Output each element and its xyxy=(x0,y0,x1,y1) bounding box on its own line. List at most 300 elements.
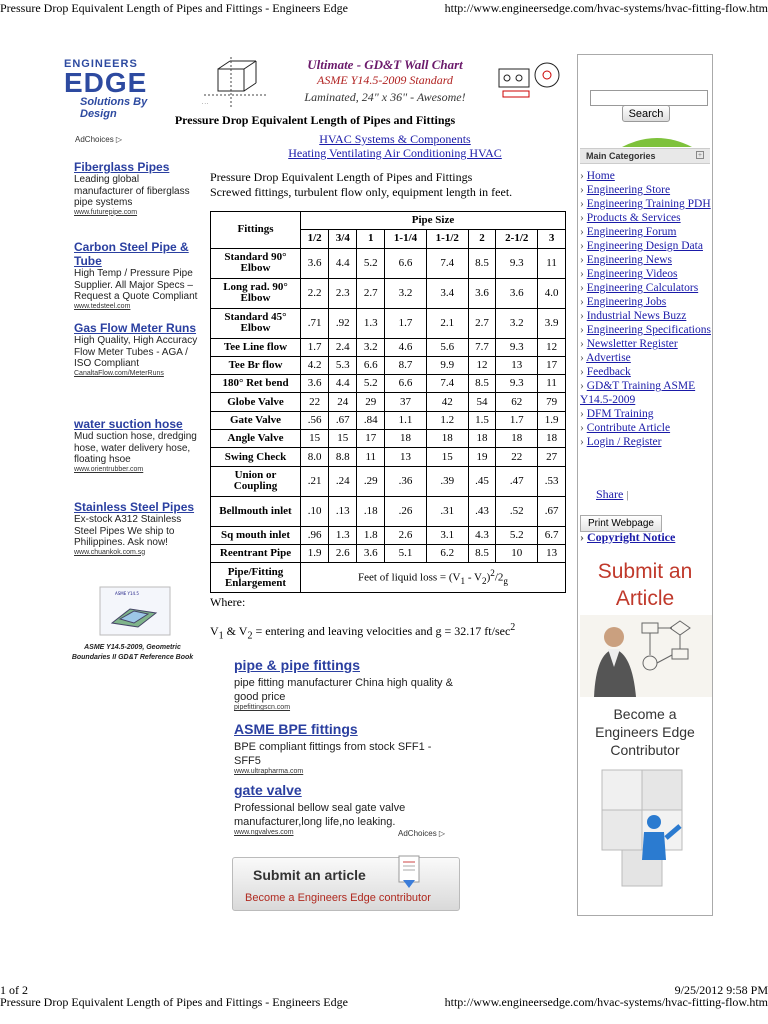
table-cell: .10 xyxy=(301,496,329,526)
table-cell: .29 xyxy=(357,466,385,496)
table-cell: 22 xyxy=(496,448,538,466)
table-cell: .84 xyxy=(357,411,385,429)
fitting-name: Standard 45° Elbow xyxy=(211,308,301,338)
fitting-name: Globe Valve xyxy=(211,393,301,411)
table-cell: .71 xyxy=(301,308,329,338)
ad-title-link[interactable]: Carbon Steel Pipe & Tube xyxy=(74,240,189,268)
adchoices-bottom-icon: ▷ xyxy=(438,829,446,838)
category-link[interactable]: Industrial News Buzz xyxy=(586,310,687,322)
table-cell: 18 xyxy=(496,430,538,448)
engineers-edge-logo[interactable] xyxy=(64,58,184,120)
category-link[interactable]: Engineering Training PDH xyxy=(586,198,711,210)
table-cell: 3.2 xyxy=(496,308,538,338)
table-cell: .13 xyxy=(329,496,357,526)
share-link[interactable]: Share xyxy=(596,487,624,501)
category-item[interactable] xyxy=(580,421,712,435)
category-link[interactable]: Contribute Article xyxy=(586,422,671,434)
submit-article-sub: Become a Engineers Edge contributor xyxy=(245,892,431,904)
table-cell: 2.3 xyxy=(329,278,357,308)
become-line2: Engineers Edge xyxy=(595,724,695,740)
table-cell: 4.4 xyxy=(329,375,357,393)
pipe-size-header: 1 xyxy=(357,230,385,248)
fitting-name: Bellmouth inlet xyxy=(211,496,301,526)
category-item[interactable] xyxy=(580,169,712,183)
table-cell: 1.7 xyxy=(301,338,329,356)
book-caption2: Boundaries II GD&T Reference Book xyxy=(71,654,194,661)
table-cell: 2.4 xyxy=(329,338,357,356)
table-cell: 6.6 xyxy=(385,375,427,393)
table-cell: 3.6 xyxy=(301,375,329,393)
table-cell: .18 xyxy=(357,496,385,526)
ad-title-link[interactable]: Fiberglass Pipes xyxy=(74,160,170,174)
adchoices-text: AdChoices xyxy=(75,135,114,144)
category-link[interactable]: Engineering Store xyxy=(586,184,671,196)
table-cell: 1.8 xyxy=(357,526,385,544)
footer-page: 1 of 2 xyxy=(0,983,28,997)
table-cell: 5.2 xyxy=(357,248,385,278)
logo-line1: ENGINEERS xyxy=(64,58,138,70)
table-cell: .67 xyxy=(538,496,566,526)
table-cell: 11 xyxy=(357,448,385,466)
green-arc-icon xyxy=(622,135,692,147)
category-link[interactable]: Engineering Videos xyxy=(586,268,678,280)
ad-body: Mud suction hose, dredging hose, water delivery hose, floating hsoe xyxy=(74,431,197,465)
table-cell: 62 xyxy=(496,393,538,411)
ad-url[interactable]: www.ngvalves.com xyxy=(234,829,294,836)
ad-title-link[interactable]: ASME BPE fittings xyxy=(234,721,358,737)
ad-body: pipe fitting manufacturer China high quality & good price xyxy=(234,677,453,703)
ad-item[interactable] xyxy=(234,782,454,836)
table-cell: .39 xyxy=(426,466,468,496)
table-cell: .53 xyxy=(538,466,566,496)
chevron-icon: › xyxy=(580,352,587,364)
fitting-name: Sq mouth inlet xyxy=(211,526,301,544)
ad-title-link[interactable]: water suction hose xyxy=(74,417,183,431)
category-item[interactable] xyxy=(580,309,712,323)
table-cell: 9.3 xyxy=(496,375,538,393)
category-link[interactable]: Engineering News xyxy=(586,254,672,266)
category-item[interactable] xyxy=(580,337,712,351)
gdt-banner-ad[interactable] xyxy=(195,55,570,110)
fitting-name: Angle Valve xyxy=(211,430,301,448)
category-item[interactable] xyxy=(580,435,712,449)
table-row xyxy=(211,308,566,338)
table-cell: 9.3 xyxy=(496,248,538,278)
category-item[interactable] xyxy=(580,281,712,295)
table-cell: 5.1 xyxy=(385,544,427,562)
table-cell: .21 xyxy=(301,466,329,496)
gdt-book-ad[interactable] xyxy=(60,583,205,663)
chevron-icon: › xyxy=(580,212,587,224)
footer-datetime: 9/25/2012 9:58 PM xyxy=(674,983,768,997)
print-webpage-button[interactable]: Print Webpage xyxy=(580,515,662,532)
pipe-size-header: 1-1/2 xyxy=(426,230,468,248)
table-cell: 54 xyxy=(468,393,496,411)
banner-line1: Ultimate - GD&T Wall Chart xyxy=(307,57,463,72)
category-item[interactable] xyxy=(580,351,712,365)
pipe-size-header: 1-1/4 xyxy=(385,230,427,248)
table-cell: 37 xyxy=(385,393,427,411)
table-cell: 79 xyxy=(538,393,566,411)
table-cell: 1.3 xyxy=(357,308,385,338)
hvac-systems-link[interactable]: HVAC Systems & Components xyxy=(319,132,471,146)
logo-tagline: Solutions By Design xyxy=(80,96,148,120)
ad-body: Professional bellow seal gate valve manufacturer,long life,no leaking. xyxy=(234,802,406,828)
category-link[interactable]: Engineering Design Data xyxy=(586,240,703,252)
fitting-name: 180° Ret bend xyxy=(211,375,301,393)
category-item[interactable] xyxy=(580,253,712,267)
table-cell: 4.0 xyxy=(538,278,566,308)
table-cell: 18 xyxy=(468,430,496,448)
become-line3: Contributor xyxy=(610,742,680,758)
search-button[interactable]: Search xyxy=(622,105,670,122)
table-cell: 3.6 xyxy=(301,248,329,278)
category-link[interactable]: GD&T Training ASME Y14.5-2009 xyxy=(580,380,696,406)
where-label: Where: xyxy=(210,595,246,609)
ad-body: High Quality, High Accuracy Flow Meter Tubes - AGA / ISO Compliant xyxy=(74,335,198,369)
table-cell: .26 xyxy=(385,496,427,526)
search-input[interactable] xyxy=(590,90,708,106)
table-row xyxy=(211,356,566,374)
table-cell: 8.5 xyxy=(468,248,496,278)
table-cell: 17 xyxy=(357,430,385,448)
table-cell: 11 xyxy=(538,248,566,278)
table-cell: .52 xyxy=(496,496,538,526)
category-item[interactable] xyxy=(580,323,712,337)
category-link[interactable]: DFM Training xyxy=(586,408,654,420)
category-item[interactable] xyxy=(580,365,712,379)
puzzle-person-icon xyxy=(592,760,702,890)
category-links xyxy=(580,169,712,449)
chevron-icon: › xyxy=(580,184,587,196)
ad-title-link[interactable]: Stainless Steel Pipes xyxy=(74,500,195,514)
ad-url[interactable]: www.futurepipe.com xyxy=(74,208,138,216)
category-link[interactable]: Engineering Forum xyxy=(586,226,677,238)
table-cell: 18 xyxy=(538,430,566,448)
gdt-drawing-icon xyxy=(200,55,270,110)
fitting-name: Tee Br flow xyxy=(211,356,301,374)
table-cell: 7.4 xyxy=(426,248,468,278)
banner-line2: ASME Y14.5-2009 Standard xyxy=(317,73,453,87)
table-cell: 12 xyxy=(538,338,566,356)
table-cell: 4.2 xyxy=(301,356,329,374)
pipe-size-header: 3 xyxy=(538,230,566,248)
category-link[interactable]: Login / Register xyxy=(586,436,662,448)
table-cell: 3.2 xyxy=(357,338,385,356)
table-cell: 1.5 xyxy=(468,411,496,429)
table-cell: 5.2 xyxy=(496,526,538,544)
page-heading: Pressure Drop Equivalent Length of Pipes and Fittings xyxy=(174,113,456,127)
chevron-icon: › xyxy=(580,436,587,448)
table-row xyxy=(211,375,566,393)
table-cell: 3.6 xyxy=(496,278,538,308)
ad-body: High Temp / Pressure Pipe Supplier. All Major Specs – Request a Quote Compliant xyxy=(74,268,198,302)
table-cell: 10 xyxy=(496,544,538,562)
ad-item[interactable] xyxy=(74,500,199,556)
svg-text:ASME Y14.5: ASME Y14.5 xyxy=(115,591,139,596)
category-item[interactable] xyxy=(580,225,712,239)
velocity-note: $V_1$ & $V_2$ = entering and leaving velocities and g = 32.17 $ft/\sec^2$ xyxy=(210,622,516,642)
copyright-link[interactable]: Copyright Notice xyxy=(587,530,676,544)
ad-body: Ex-stock A312 Stainless Steel Pipes We ship to Philippines. Ask now! xyxy=(74,514,182,548)
adchoices-bottom-text: AdChoices xyxy=(398,829,437,838)
table-cell: 13 xyxy=(538,544,566,562)
ad-url[interactable]: www.ultrapharma.com xyxy=(234,768,304,775)
table-cell: 1.9 xyxy=(301,544,329,562)
submit-side-line1: Submit an xyxy=(597,560,693,583)
table-cell: 8.0 xyxy=(301,448,329,466)
category-link[interactable]: Engineering Jobs xyxy=(586,296,667,308)
print-header-url: http://www.engineersedge.com/hvac-systems/hvac-fitting-flow.htm xyxy=(444,1,768,15)
table-cell: 1.9 xyxy=(538,411,566,429)
chevron-icon: › xyxy=(580,408,587,420)
ad-url[interactable]: www.tedsteel.com xyxy=(74,302,131,310)
table-cell: 15 xyxy=(329,430,357,448)
ad-url[interactable]: www.orientrubber.com xyxy=(74,465,144,473)
fitting-name: Reentrant Pipe xyxy=(211,544,301,562)
table-cell: .36 xyxy=(385,466,427,496)
table-cell: 4.3 xyxy=(468,526,496,544)
table-cell: 3.9 xyxy=(538,308,566,338)
table-cell: 2.2 xyxy=(301,278,329,308)
table-cell: .67 xyxy=(329,411,357,429)
table-cell: 3.1 xyxy=(426,526,468,544)
ad-title-link[interactable]: Gas Flow Meter Runs xyxy=(74,321,197,335)
chevron-icon: › xyxy=(580,380,587,392)
table-cell: 1.1 xyxy=(385,411,427,429)
table-cell: 19 xyxy=(468,448,496,466)
table-cell: 4.4 xyxy=(329,248,357,278)
table-cell: 18 xyxy=(426,430,468,448)
category-item[interactable] xyxy=(580,183,712,197)
category-link[interactable]: Advertise xyxy=(586,352,631,364)
category-link[interactable]: Newsletter Register xyxy=(586,338,678,350)
chevron-icon: › xyxy=(580,240,587,252)
table-cell: 8.5 xyxy=(468,375,496,393)
table-cell: 8.7 xyxy=(385,356,427,374)
category-item[interactable] xyxy=(580,407,712,421)
table-row xyxy=(211,466,566,496)
adchoices-icon: ▷ xyxy=(115,135,123,144)
category-link[interactable]: Feedback xyxy=(586,366,631,378)
col-fittings-header: Fittings xyxy=(211,212,301,249)
table-cell: 12 xyxy=(468,356,496,374)
hvac-heating-link[interactable]: Heating Ventilating Air Conditioning HVAC xyxy=(288,146,502,160)
category-item[interactable] xyxy=(580,239,712,253)
category-link[interactable]: Products & Services xyxy=(586,212,681,224)
table-cell: 2.7 xyxy=(468,308,496,338)
table-cell: 9.9 xyxy=(426,356,468,374)
table-row xyxy=(211,496,566,526)
category-link[interactable]: Engineering Calculators xyxy=(586,282,699,294)
chevron-icon: › xyxy=(580,198,587,210)
pipe-size-header: 2 xyxy=(468,230,496,248)
submit-article-side[interactable] xyxy=(578,558,712,612)
table-cell: 3.6 xyxy=(357,544,385,562)
table-cell: 2.6 xyxy=(385,526,427,544)
table-cell: 5.6 xyxy=(426,338,468,356)
table-cell: .56 xyxy=(301,411,329,429)
table-cell: 18 xyxy=(385,430,427,448)
ad-item[interactable] xyxy=(74,417,199,473)
table-cell: 24 xyxy=(329,393,357,411)
table-cell: 2.1 xyxy=(426,308,468,338)
pipe-size-header: 2-1/2 xyxy=(496,230,538,248)
right-sidebar xyxy=(577,54,713,916)
table-cell: 4.6 xyxy=(385,338,427,356)
ad-body: BPE compliant fittings from stock SFF1 - SFF5 xyxy=(234,741,432,767)
intro-line2: Screwed fittings, turbulent flow only, equipment length in feet. xyxy=(210,184,513,199)
fitting-name: Tee Line flow xyxy=(211,338,301,356)
table-cell: 6.6 xyxy=(357,356,385,374)
footer-url: http://www.engineersedge.com/hvac-systems/hvac-fitting-flow.htm xyxy=(444,995,768,1009)
submit-article-title: Submit an article xyxy=(253,867,366,883)
ad-title-link[interactable]: gate valve xyxy=(234,782,302,798)
category-link[interactable]: Home xyxy=(586,170,615,182)
table-row xyxy=(211,278,566,308)
ad-body: Leading global manufacturer of fiberglass pipe systems xyxy=(74,174,190,208)
table-cell: 2.7 xyxy=(357,278,385,308)
table-cell: .45 xyxy=(468,466,496,496)
category-link[interactable]: Engineering Specifications xyxy=(586,324,711,336)
intro-line1: Pressure Drop Equivalent Length of Pipes and Fittings xyxy=(210,170,473,184)
table-cell: .92 xyxy=(329,308,357,338)
chevron-icon: › xyxy=(580,310,587,322)
ad-item[interactable] xyxy=(234,657,454,711)
logo-line2: EDGE xyxy=(64,67,148,98)
submit-article-banner[interactable] xyxy=(232,857,460,911)
table-cell: 3.6 xyxy=(468,278,496,308)
table-cell: 15 xyxy=(426,448,468,466)
collapse-icon[interactable]: + xyxy=(696,151,704,159)
fitting-name: Gate Valve xyxy=(211,411,301,429)
category-item[interactable] xyxy=(580,197,712,211)
table-cell: .96 xyxy=(301,526,329,544)
chevron-icon: › xyxy=(580,366,587,378)
table-cell: 9.3 xyxy=(496,338,538,356)
category-item[interactable] xyxy=(580,295,712,309)
presenter-flowchart-icon xyxy=(580,615,712,697)
table-cell: 6.7 xyxy=(538,526,566,544)
fitting-name: Union or Coupling xyxy=(211,466,301,496)
fitting-name: Long rad. 90° Elbow xyxy=(211,278,301,308)
table-row xyxy=(211,248,566,278)
document-upload-icon xyxy=(393,854,423,890)
table-cell: 3.2 xyxy=(385,278,427,308)
table-cell: 6.2 xyxy=(426,544,468,562)
ad-url[interactable]: www.chuankok.com.sg xyxy=(74,548,146,556)
table-cell: 27 xyxy=(538,448,566,466)
table-cell: 1.7 xyxy=(385,308,427,338)
table-row xyxy=(211,411,566,429)
category-item[interactable] xyxy=(580,379,712,407)
share-row[interactable] xyxy=(596,487,628,502)
table-cell: 11 xyxy=(538,375,566,393)
ad-title-link[interactable]: pipe & pipe fittings xyxy=(234,657,360,673)
book-caption1: ASME Y14.5-2009, Geometric xyxy=(84,644,181,651)
copyright-row[interactable]: › Copyright Notice xyxy=(580,530,676,544)
chevron-icon: › xyxy=(580,226,587,238)
table-cell: .31 xyxy=(426,496,468,526)
table-cell: 13 xyxy=(385,448,427,466)
table-row-enlargement xyxy=(211,563,566,593)
table-cell: 2.6 xyxy=(329,544,357,562)
chevron-icon: › xyxy=(580,268,587,280)
table-cell: .24 xyxy=(329,466,357,496)
table-cell: 1.2 xyxy=(426,411,468,429)
category-item[interactable] xyxy=(580,267,712,281)
chevron-icon: › xyxy=(580,254,587,266)
table-cell: 13 xyxy=(496,356,538,374)
pipe-size-header: 3/4 xyxy=(329,230,357,248)
banner-line3: Laminated, 24" x 36" - Awesome! xyxy=(304,90,466,104)
chevron-icon: › xyxy=(580,296,587,308)
table-cell: 8.8 xyxy=(329,448,357,466)
ad-url[interactable]: CanaltaFlow.com/MeterRuns xyxy=(74,369,164,377)
category-item[interactable] xyxy=(580,211,712,225)
table-cell: .47 xyxy=(496,466,538,496)
table-cell: 5.3 xyxy=(329,356,357,374)
table-cell: 7.4 xyxy=(426,375,468,393)
svg-text:· · ·: · · · xyxy=(202,101,209,106)
submit-side-line2: Article xyxy=(615,587,675,610)
pipe-size-header: 1/2 xyxy=(301,230,329,248)
table-cell: 1.3 xyxy=(329,526,357,544)
table-cell: 17 xyxy=(538,356,566,374)
table-cell: 7.7 xyxy=(468,338,496,356)
table-row xyxy=(211,338,566,356)
fitting-name: Pipe/Fitting Enlargement xyxy=(211,563,301,593)
share-divider: | xyxy=(626,490,629,501)
table-row xyxy=(211,544,566,562)
table-cell: 6.6 xyxy=(385,248,427,278)
table-row xyxy=(211,430,566,448)
gdt-part-icon xyxy=(495,57,567,107)
table-cell: 5.2 xyxy=(357,375,385,393)
ad-url[interactable]: pipefittingscn.com xyxy=(234,704,291,711)
adchoices-label[interactable] xyxy=(75,135,122,144)
enlargement-formula: Feet of liquid loss = $(V_1 - V_2)^2/2_g$ xyxy=(301,563,566,593)
ad-item[interactable] xyxy=(74,240,199,310)
table-row xyxy=(211,393,566,411)
ad-item[interactable] xyxy=(234,721,454,775)
main-categories-title: Main Categories xyxy=(586,151,656,161)
main-categories-bar xyxy=(580,148,710,164)
chevron-icon: › xyxy=(580,324,587,336)
fitting-name: Standard 90° Elbow xyxy=(211,248,301,278)
table-cell: 29 xyxy=(357,393,385,411)
table-cell: 8.5 xyxy=(468,544,496,562)
table-row xyxy=(211,526,566,544)
table-cell: 42 xyxy=(426,393,468,411)
adchoices-bottom[interactable] xyxy=(398,829,445,838)
table-cell: 3.4 xyxy=(426,278,468,308)
table-cell: .43 xyxy=(468,496,496,526)
chevron-icon: › xyxy=(580,282,587,294)
table-cell: 22 xyxy=(301,393,329,411)
become-contributor[interactable] xyxy=(578,705,712,759)
ad-item[interactable] xyxy=(74,321,199,377)
become-line1: Become a xyxy=(613,706,677,722)
ad-item[interactable] xyxy=(74,160,199,216)
col-pipe-size-header: Pipe Size xyxy=(301,212,566,230)
footer-title: Pressure Drop Equivalent Length of Pipes and Fittings - Engineers Edge xyxy=(0,995,348,1009)
table-cell: 15 xyxy=(301,430,329,448)
chevron-icon: › xyxy=(580,422,587,434)
book-diagram-icon xyxy=(60,583,205,638)
table-row xyxy=(211,448,566,466)
table-cell: 1.7 xyxy=(496,411,538,429)
